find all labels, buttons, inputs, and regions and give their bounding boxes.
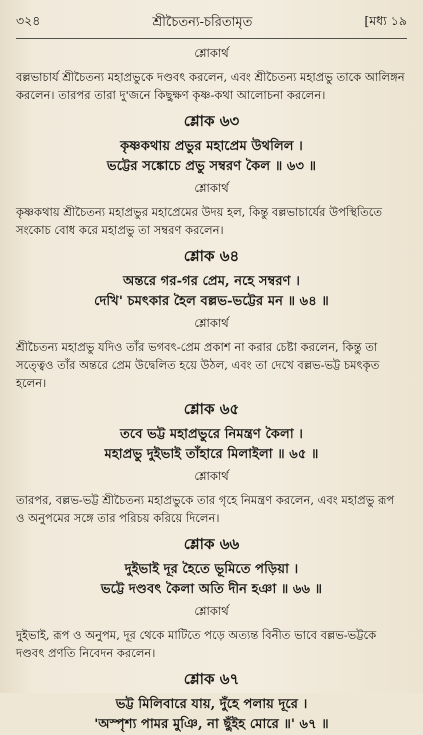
verse-number: শ্লোক ৬৭ [183,670,240,688]
translation-label: শ্লোকার্থ [194,181,229,195]
paragraph-line: সংকোচ বোধ করে মহাপ্রভু তা সম্বরণ করলেন। [16,223,224,237]
verse-line: ভট্টের সঙ্কোচে প্রভু সম্বরণ কৈল ॥ ৬৩ ॥ [106,159,317,174]
verse-line: কৃষ্ণকথায় প্রভুর মহাপ্রেম উথলিল । [120,139,303,154]
verse-line: ভট্ট মিলিবারে যায়, দুঁহে পলায় দূরে । [115,697,308,712]
translation-label: শ্লোকার্থ [194,316,229,330]
translation-paragraph [16,203,407,239]
verse-block [16,533,407,600]
paragraph-line: কৃষ্ণকথায় শ্রীচৈতন্য মহাপ্রভুর মহাপ্রেমের উদয় হল, কিন্তু বল্লভাচার্যের উপস্থিতিতে [16,205,382,219]
translation-paragraph [16,68,407,104]
paragraph-line: ও অনুপমের সঙ্গে তার পরিচয় করিয়ে দিলেন। [16,511,220,525]
section-label: [মধ্য ১৯ [364,13,407,28]
page-content [16,45,407,735]
translation-label: শ্লোকার্থ [194,46,229,60]
paragraph-line: বল্লভাচার্য শ্রীচৈতন্য মহাপ্রভুকে দণ্ডবৎ করলেন, এবং শ্রীচৈতন্য মহাপ্রভু তাকে আলিঙ্গন [16,70,405,84]
translation-paragraph [16,626,407,662]
verse-line: তবে ভট্ট মহাপ্রভুরে নিমন্ত্রণ কৈলা । [120,427,303,442]
translation-paragraph [16,491,407,527]
verse-block [16,668,407,735]
page-number: ৩২৪ [16,13,41,28]
verse-line: দেখি' চমৎকার হৈল বল্লভ-ভট্টের মন ॥ ৬৪ ॥ [94,294,329,309]
header-rule [16,38,407,39]
verse-line: দুইভাই দূর হৈতে ভূমিতে পড়িয়া । [124,562,299,577]
translation-label: শ্লোকার্থ [194,469,229,483]
verse-block [16,245,407,312]
verse-line: মহাপ্রভু দুইভাই তাঁহারে মিলাইলা ॥ ৬৫ ॥ [104,447,319,462]
verse-line: ভট্টে দণ্ডবৎ কৈলা অতি দীন হঞা ॥ ৬৬ ॥ [100,582,323,597]
verse-block [16,110,407,177]
running-title: শ্রীচৈতন্য-চরিতামৃত [152,14,253,30]
paragraph-line: শ্রীচৈতন্য মহাপ্রভু যদিও তাঁর ভগবৎ-প্রেম প্রকাশ না করার চেষ্টা করলেন, কিন্তু তা [16,340,378,354]
paragraph-line: দুইভাই, রূপ ও অনুপম, দূর থেকে মাটিতে পড়ে অত্যন্ত বিনীত ভাবে বল্লভ-ভট্টকে [16,628,377,642]
verse-number: শ্লোক ৬৫ [183,400,240,418]
paragraph-line: দণ্ডবৎ প্রণতি নিবেদন করলেন। [16,646,156,660]
verse-line: অন্তরে গর-গর প্রেম, নহে সম্বরণ । [123,274,300,289]
translation-label: শ্লোকার্থ [194,604,229,618]
verse-number: শ্লোক ৬৩ [183,112,240,130]
verse-number: শ্লোক ৬৪ [183,247,240,265]
paragraph-line: তারপর, বল্লভ-ভট্ট শ্রীচৈতন্য মহাপ্রভুকে তার গৃহে নিমন্ত্রণ করলেন, এবং মহাপ্রভু রূপ [16,493,395,507]
page-header [16,8,407,38]
verse-number: শ্লোক ৬৬ [183,535,240,553]
verse-line: 'অস্পৃশ্য পামর মুঞি, না ছুঁইহ মোরে ॥' ৬৭ ॥ [94,717,329,732]
paragraph-line: সত্ত্বেও তাঁর অন্তরে প্রেম উদ্বেলিত হয়ে উঠল, এবং তা দেখে বল্লভ-ভট্ট চমৎকৃত হলেন। [16,358,380,390]
translation-paragraph [16,338,407,392]
paragraph-line: করলেন। তারপর তারা দু'জনে কিছুক্ষণ কৃষ্ণ-কথা আলোচনা করলেন। [16,88,326,102]
verse-block [16,398,407,465]
